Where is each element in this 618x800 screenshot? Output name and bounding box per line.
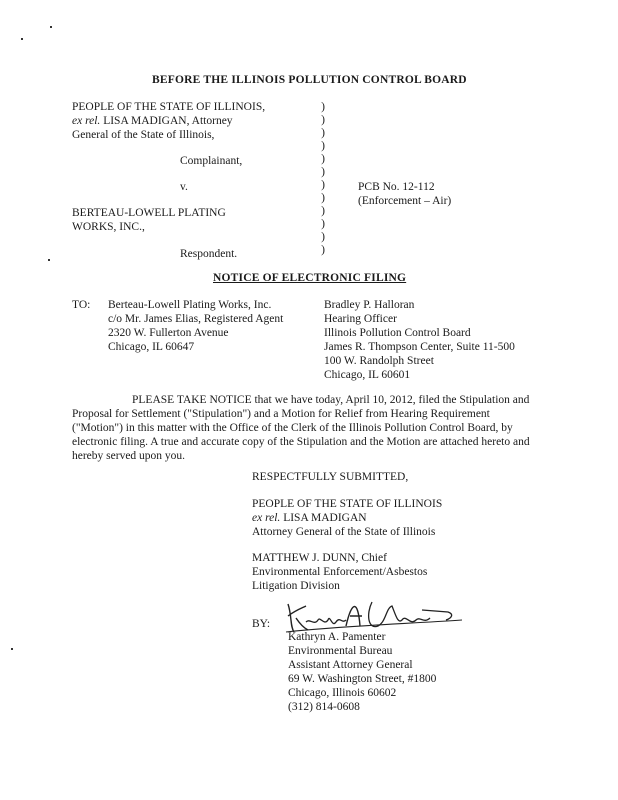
to-right-line: James R. Thompson Center, Suite 11-500 [324, 341, 515, 353]
respondent-label: Respondent. [180, 248, 238, 260]
scan-speck [48, 259, 50, 261]
to-right-line: Chicago, IL 60601 [324, 369, 411, 381]
caption-paren: ) [321, 218, 325, 230]
to-right-line: Illinois Pollution Control Board [324, 327, 471, 339]
to-label: TO: [72, 299, 91, 311]
scan-speck [11, 648, 13, 650]
caption-paren: ) [321, 114, 325, 126]
notice-title: NOTICE OF ELECTRONIC FILING [213, 272, 407, 284]
to-left-line: 2320 W. Fullerton Avenue [108, 327, 229, 339]
to-left-line: Chicago, IL 60647 [108, 341, 195, 353]
respectfully-submitted: RESPECTFULLY SUBMITTED, [252, 471, 409, 483]
sig-ag: Attorney General of the State of Illinois [252, 526, 436, 538]
complainant-label: Complainant, [180, 155, 243, 167]
to-left-line: Berteau-Lowell Plating Works, Inc. [108, 299, 272, 311]
versus-label: v. [180, 181, 188, 193]
caption-paren: ) [321, 231, 325, 243]
people-line-3: General of the State of Illinois, [72, 129, 215, 141]
notice-body: PLEASE TAKE NOTICE that we have today, April 10, 2012, filed the Stipulation and Proposal for Settlement ("Stipulation") and a Motion for Relief from Hearing Requirement ("Motion") in this matter with the Office of the Clerk of the Illinois Pollution Control Board, by electronic filing. A true and accurate copy of the Stipulation and the Motion are attached hereto and hereby served upon you. [72, 394, 530, 462]
caption-paren: ) [321, 179, 325, 191]
sig-chief: MATTHEW J. DUNN, Chief [252, 552, 387, 564]
caption-paren: ) [321, 101, 325, 113]
caption-paren: ) [321, 244, 325, 256]
signer-line: Chicago, Illinois 60602 [288, 687, 397, 699]
to-right-line: Hearing Officer [324, 313, 397, 325]
to-left-line: c/o Mr. James Elias, Registered Agent [108, 313, 284, 325]
scan-speck [50, 26, 52, 28]
signer-line: Assistant Attorney General [288, 659, 413, 671]
caption-paren: ) [321, 140, 325, 152]
sig-ex-rel: ex rel. LISA MADIGAN [252, 512, 367, 524]
ex-rel-italic: ex rel. [72, 115, 101, 127]
by-label: BY: [252, 618, 271, 630]
sig-division-line: Environmental Enforcement/Asbestos [252, 566, 428, 578]
signer-line: Kathryn A. Pamenter [288, 631, 386, 643]
sig-people: PEOPLE OF THE STATE OF ILLINOIS [252, 498, 443, 510]
signer-line: (312) 814-0608 [288, 701, 360, 713]
caption-paren: ) [321, 166, 325, 178]
sig-division-line: Litigation Division [252, 580, 340, 592]
caption-paren: ) [321, 127, 325, 139]
document-heading: BEFORE THE ILLINOIS POLLUTION CONTROL BOARD [152, 74, 467, 86]
respondent-line-2: WORKS, INC., [72, 221, 145, 233]
respondent-line-1: BERTEAU-LOWELL PLATING [72, 207, 226, 219]
signer-line: 69 W. Washington Street, #1800 [288, 673, 437, 685]
people-line-1: PEOPLE OF THE STATE OF ILLINOIS, [72, 101, 266, 113]
caption-paren: ) [321, 205, 325, 217]
case-number: PCB No. 12-112 [358, 181, 435, 193]
people-line-2: ex rel. LISA MADIGAN, Attorney [72, 115, 233, 127]
to-right-line: Bradley P. Halloran [324, 299, 415, 311]
signer-line: Environmental Bureau [288, 645, 393, 657]
caption-paren: ) [321, 153, 325, 165]
scan-speck [21, 38, 23, 40]
ex-rel-italic: ex rel. [252, 512, 281, 524]
to-right-line: 100 W. Randolph Street [324, 355, 434, 367]
caption-paren: ) [321, 192, 325, 204]
case-type: (Enforcement – Air) [358, 195, 452, 207]
